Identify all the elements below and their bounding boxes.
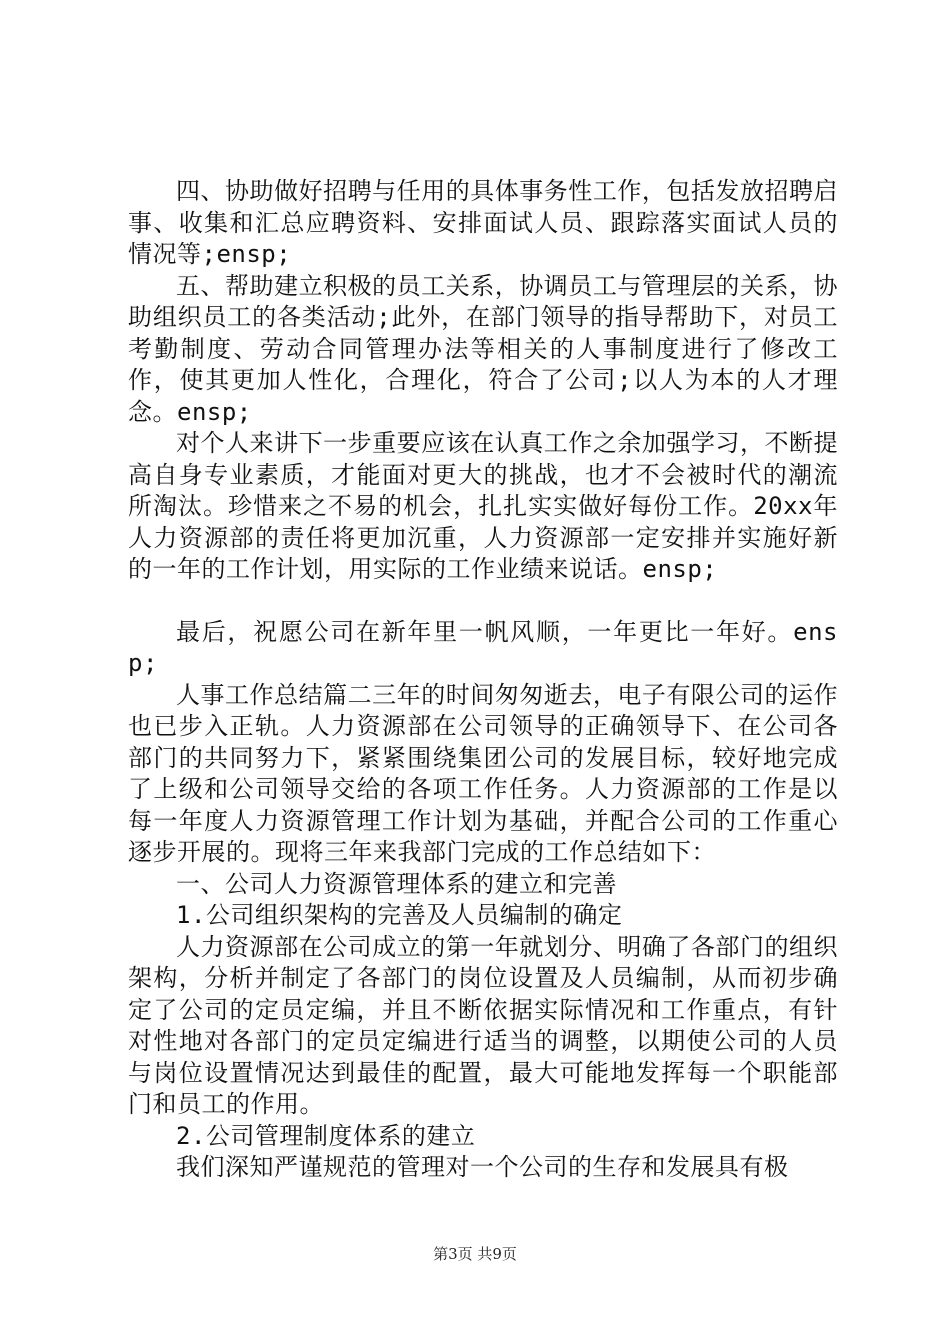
- paragraph-closing-wishes: 最后，祝愿公司在新年里一帆风顺，一年更比一年好。ensp;: [128, 617, 838, 677]
- section-heading-hr-system: 一、公司人力资源管理体系的建立和完善: [176, 869, 617, 898]
- document-body: [128, 176, 838, 1184]
- subheading-org-structure: 1.公司组织架构的完善及人员编制的确定: [176, 901, 623, 929]
- paragraph-recruitment: 四、协助做好招聘与任用的具体事务性工作，包括发放招聘启事、收集和汇总应聘资料、安排面试人员、跟踪落实面试人员的情况等;ensp;: [128, 177, 838, 268]
- paragraph-summary-intro: 人事工作总结篇二三年的时间匆匆逝去，电子有限公司的运作也已步入正轨。人力资源部在公司领导的正确领导下、在公司各部门的共同努力下，紧紧围绕集团公司的发展目标，较好地完成了上级和公司领导交给的各项工作任务。人力资源部的工作是以每一年度人力资源管理工作计划为基础，并配合公司的工作重心逐步开展的。现将三年来我部门完成的工作总结如下：: [128, 680, 838, 866]
- paragraph-management-system: 我们深知严谨规范的管理对一个公司的生存和发展具有极: [176, 1153, 789, 1181]
- paragraph-employee-relations: 五、帮助建立积极的员工关系，协调员工与管理层的关系，协助组织员工的各类活动;此外，在部门领导的指导帮助下，对员工考勤制度、劳动合同管理办法等相关的人事制度进行了修改工作，使其更加人性化，合理化，符合了公司;以人为本的人才理念。ensp;: [128, 271, 838, 426]
- paragraph-org-structure: 人力资源部在公司成立的第一年就划分、明确了各部门的组织架构，分析并制定了各部门的岗位设置及人员编制，从而初步确定了公司的定员定编，并且不断依据实际情况和工作重点，有针对性地对各部门的定员定编进行适当的调整，以期使公司的人员与岗位设置情况达到最佳的配置，最大可能地发挥每一个职能部门和员工的作用。: [128, 932, 838, 1118]
- page-footer: 第3页 共9页: [433, 1245, 517, 1263]
- paragraph-personal-plan: 对个人来讲下一步重要应该在认真工作之余加强学习，不断提高自身专业素质，才能面对更大的挑战，也才不会被时代的潮流所淘汰。珍惜来之不易的机会，扎扎实实做好每份工作。20xx年人力资源部的责任将更加沉重，人力资源部一定安排并实施好新的一年的工作计划，用实际的工作业绩来说话。ensp;: [128, 429, 838, 583]
- subheading-management-system: 2.公司管理制度体系的建立: [176, 1121, 476, 1150]
